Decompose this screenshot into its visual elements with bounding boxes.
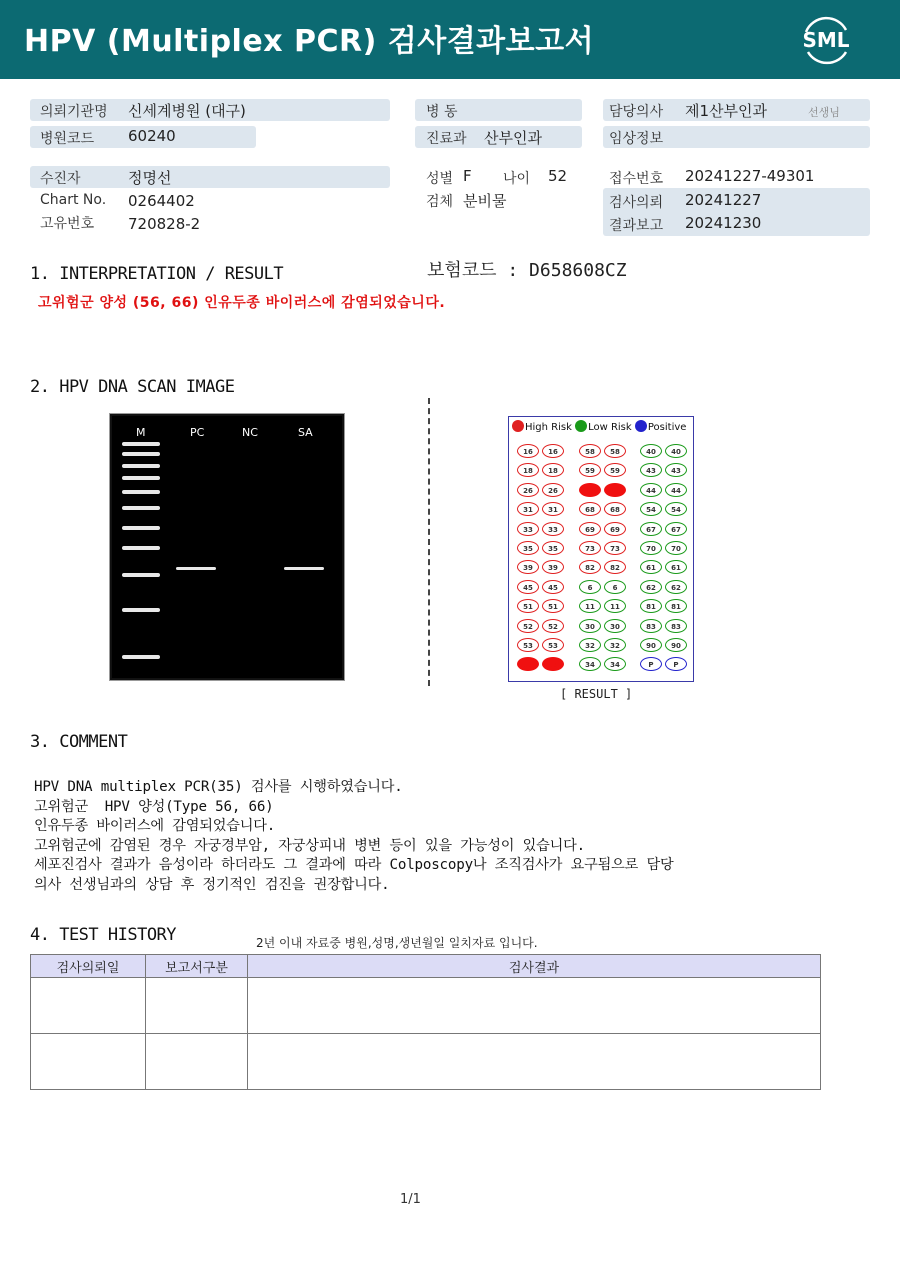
doctor-suffix: 선생님 (808, 106, 840, 119)
logo-text: SML (802, 28, 850, 52)
hpv-type-cell: 35 (542, 541, 564, 555)
hpv-type-cell: 52 (517, 619, 539, 633)
hpv-type-cell: 45 (542, 580, 564, 594)
marker-band (122, 608, 160, 612)
hpv-type-cell: 53 (517, 638, 539, 652)
gel-image (110, 414, 344, 680)
history-cell (146, 978, 248, 1034)
hpv-type-cell: 83 (665, 619, 687, 633)
hpv-type-cell: 54 (640, 502, 662, 516)
pc-band (176, 567, 216, 570)
page-number: 1/1 (400, 1192, 421, 1207)
result-caption: [ RESULT ] (560, 687, 633, 701)
hpv-type-cell: 58 (579, 444, 601, 458)
hpv-type-cell: 81 (665, 599, 687, 613)
hpv-type-cell: 52 (542, 619, 564, 633)
gel-lane-label: NC (242, 426, 258, 439)
institution-label: 의뢰기관명 (40, 104, 108, 120)
section4-title: 4. TEST HISTORY (30, 925, 177, 945)
ward-label: 병 동 (426, 104, 458, 120)
hpv-type-cell: 34 (579, 657, 601, 671)
history-col-result: 검사결과 (248, 955, 821, 978)
history-col-type: 보고서구분 (146, 955, 248, 978)
history-cell (248, 1034, 821, 1090)
hpv-type-cell: 16 (542, 444, 564, 458)
comment-line: 의사 선생님과의 상담 후 정기적인 검진을 권장합니다. (34, 876, 390, 893)
marker-band (122, 526, 160, 530)
hpv-type-cell: 30 (579, 619, 601, 633)
insurance-code: 보험코드 : D658608CZ (427, 260, 627, 281)
hpv-type-cell: 35 (517, 541, 539, 555)
grid-legend (512, 420, 686, 433)
patient-label: 수진자 (40, 171, 81, 187)
legend-high: High Risk (525, 422, 572, 433)
interpretation-result: 고위험군 양성 (56, 66) 인유두종 바이러스에 감염되었습니다. (38, 295, 446, 311)
sml-logo (796, 12, 856, 68)
request-label: 검사의뢰 (609, 195, 664, 211)
history-cell (31, 978, 146, 1034)
hpv-type-cell: 33 (542, 522, 564, 536)
hpv-type-cell: P (640, 657, 662, 671)
comment-line: 고위험군 HPV 양성(Type 56, 66) (34, 798, 274, 815)
report-value: 20241230 (685, 214, 762, 232)
legend-low: Low Risk (588, 422, 632, 433)
history-col-date: 검사의뢰일 (31, 955, 146, 978)
section3-title: 3. COMMENT (30, 732, 128, 752)
comment-line: HPV DNA multiplex PCR(35) 검사를 시행하였습니다. (34, 779, 403, 795)
hpv-type-cell: 82 (604, 560, 626, 574)
hpv-type-cell: 67 (640, 522, 662, 536)
hpv-type-cell: 66 (579, 483, 601, 497)
hpv-type-cell: 6 (579, 580, 601, 594)
sex-label: 성별 (426, 171, 454, 187)
clinical-label: 임상정보 (609, 131, 664, 147)
hpv-type-cell: 34 (604, 657, 626, 671)
hpv-type-cell: 26 (542, 483, 564, 497)
hpv-type-cell: 67 (665, 522, 687, 536)
hpv-type-cell: 61 (665, 560, 687, 574)
history-note: 2년 이내 자료중 병원,성명,생년월일 일치자료 입니다. (256, 936, 538, 950)
marker-band (122, 655, 160, 659)
hpv-type-cell: 31 (542, 502, 564, 516)
hpv-type-cell: 54 (665, 502, 687, 516)
dashed-divider (428, 398, 430, 686)
patient-row (30, 166, 390, 188)
hpv-type-cell: 30 (604, 619, 626, 633)
hospital-code-value: 60240 (128, 127, 176, 145)
hpv-type-cell: 16 (517, 444, 539, 458)
sample-band (284, 567, 324, 570)
hpv-type-cell: 69 (604, 522, 626, 536)
hpv-type-cell: 59 (604, 463, 626, 477)
hpv-type-cell: 53 (542, 638, 564, 652)
age-label: 나이 (503, 171, 531, 187)
comment-text (34, 778, 674, 896)
marker-band (122, 546, 160, 550)
hpv-type-cell: 56 (517, 657, 539, 671)
hpv-type-cell: 44 (640, 483, 662, 497)
marker-band (122, 452, 160, 456)
history-cell (146, 1034, 248, 1090)
high-risk-dot-icon (512, 420, 524, 432)
sex-value: F (463, 167, 472, 185)
marker-band (122, 573, 160, 577)
gel-lane-label: SA (298, 426, 313, 439)
section2-title: 2. HPV DNA SCAN IMAGE (30, 377, 235, 397)
hpv-type-cell: 39 (517, 560, 539, 574)
gel-lane-label: PC (190, 426, 205, 439)
dept-value: 산부인과 (484, 129, 542, 147)
hpv-type-cell: 58 (604, 444, 626, 458)
marker-band (122, 490, 160, 494)
hpv-type-cell: 39 (542, 560, 564, 574)
hpv-type-cell: 32 (604, 638, 626, 652)
chart-label: Chart No. (40, 192, 107, 208)
hpv-type-cell: 26 (517, 483, 539, 497)
report-title: HPV (Multiplex PCR) 검사결과보고서 (24, 24, 595, 59)
hpv-result-grid (508, 416, 694, 682)
low-risk-dot-icon (575, 420, 587, 432)
hpv-type-cell: 68 (604, 502, 626, 516)
hpv-type-cell: 82 (579, 560, 601, 574)
doctor-label: 담당의사 (609, 104, 664, 120)
hpv-type-cell: 70 (665, 541, 687, 555)
hpv-type-cell: 90 (665, 638, 687, 652)
hpv-type-cell: 56 (542, 657, 564, 671)
history-table (30, 954, 821, 1090)
patient-value: 정명선 (128, 169, 172, 187)
section1-title: 1. INTERPRETATION / RESULT (30, 264, 284, 284)
unique-label: 고유번호 (40, 216, 95, 232)
request-value: 20241227 (685, 191, 762, 209)
hpv-type-cell: 11 (604, 599, 626, 613)
hpv-type-cell: 68 (579, 502, 601, 516)
marker-band (122, 476, 160, 480)
hpv-type-cell: 62 (665, 580, 687, 594)
positive-dot-icon (635, 420, 647, 432)
hpv-type-cell: 43 (665, 463, 687, 477)
hpv-type-cell: 51 (542, 599, 564, 613)
hpv-type-cell: 59 (579, 463, 601, 477)
age-value: 52 (548, 167, 568, 185)
hpv-type-cell: 43 (640, 463, 662, 477)
hpv-type-cell: 40 (665, 444, 687, 458)
hpv-type-cell: 51 (517, 599, 539, 613)
hpv-type-cell: 73 (579, 541, 601, 555)
history-header-row (31, 955, 821, 978)
receipt-value: 20241227-49301 (685, 167, 815, 185)
specimen-label: 검체 (426, 194, 454, 210)
table-row (31, 1034, 821, 1090)
comment-line: 세포진검사 결과가 음성이라 하더라도 그 결과에 따라 Colposcopy나 조직검사가 요구됨으로 담당 (34, 857, 674, 874)
hpv-type-cell: 18 (542, 463, 564, 477)
hpv-type-cell: 61 (640, 560, 662, 574)
hpv-type-cell: P (665, 657, 687, 671)
institution-value: 신세계병원 (대구) (128, 102, 246, 120)
history-cell (31, 1034, 146, 1090)
unique-value: 720828-2 (128, 215, 201, 233)
hpv-type-cell: 32 (579, 638, 601, 652)
hpv-type-cell: 18 (517, 463, 539, 477)
hpv-type-cell: 73 (604, 541, 626, 555)
dept-label: 진료과 (426, 131, 467, 147)
hpv-type-cell: 40 (640, 444, 662, 458)
hpv-type-cell: 6 (604, 580, 626, 594)
hpv-type-cell: 70 (640, 541, 662, 555)
report-label: 결과보고 (609, 218, 664, 234)
hpv-type-cell: 45 (517, 580, 539, 594)
hospital-code-label: 병원코드 (40, 131, 95, 147)
hpv-type-cell: 81 (640, 599, 662, 613)
hpv-type-cell: 62 (640, 580, 662, 594)
hpv-type-cell: 69 (579, 522, 601, 536)
chart-value: 0264402 (128, 192, 195, 210)
hpv-type-cell: 66 (604, 483, 626, 497)
comment-line: 인유두종 바이러스에 감염되었습니다. (34, 818, 276, 835)
hpv-type-cell: 11 (579, 599, 601, 613)
receipt-label: 접수번호 (609, 171, 664, 187)
marker-band (122, 464, 160, 468)
history-cell (248, 978, 821, 1034)
marker-band (122, 506, 160, 510)
hpv-type-cell: 33 (517, 522, 539, 536)
hpv-type-cell: 44 (665, 483, 687, 497)
marker-band (122, 442, 160, 446)
hpv-type-cell: 83 (640, 619, 662, 633)
hpv-type-cell: 31 (517, 502, 539, 516)
comment-line: 고위험군에 감염된 경우 자궁경부암, 자궁상피내 병변 등이 있을 가능성이 있습니다. (34, 837, 585, 854)
gel-lane-label: M (136, 426, 146, 439)
legend-positive: Positive (647, 422, 687, 433)
table-row (31, 978, 821, 1034)
hpv-type-cell: 90 (640, 638, 662, 652)
doctor-value: 제1산부인과 (685, 102, 767, 120)
specimen-value: 분비물 (463, 192, 507, 210)
